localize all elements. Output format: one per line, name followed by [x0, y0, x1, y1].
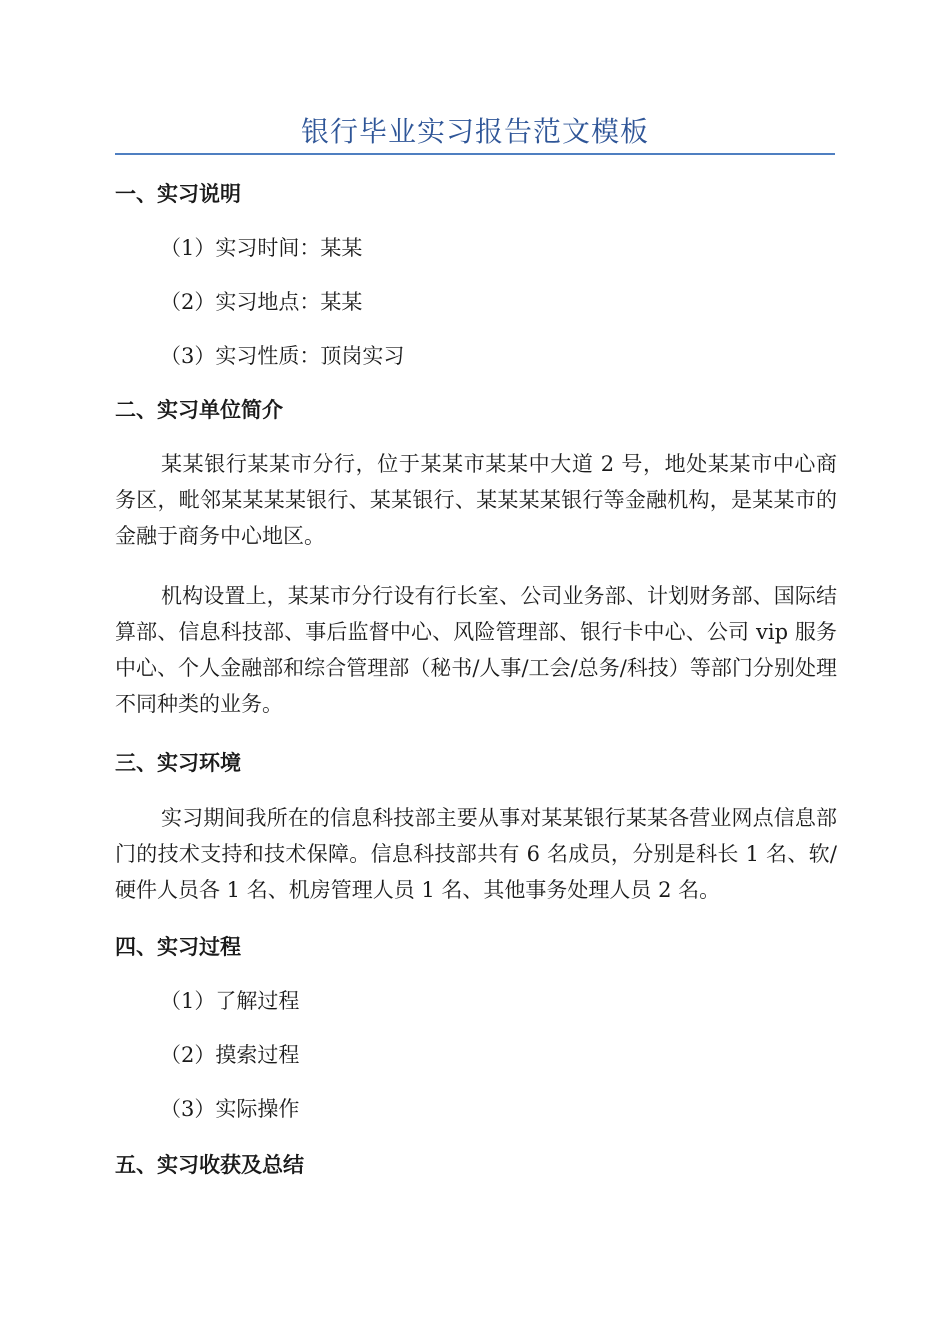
- list-item-internship-time: （1）实习时间：某某: [160, 236, 363, 260]
- paragraph-environment: 实习期间我所在的信息科技部主要从事对某某银行某某各营业网点信息部门的技术支持和技术保障。信息科技部共有 6 名成员，分别是科长 1 名、软/硬件人员各 1 名、机房管理人员 1 名、其他事务处理人员 2 名。: [115, 806, 837, 902]
- list-item-exploring: （2）摸索过程: [160, 1043, 300, 1067]
- list-item-internship-nature: （3）实习性质：顶岗实习: [160, 344, 405, 368]
- section-heading-summary: 五、实习收获及总结: [115, 1153, 304, 1177]
- paragraph-unit-structure: 机构设置上，某某市分行设有行长室、公司业务部、计划财务部、国际结算部、信息科技部、事后监督中心、风险管理部、银行卡中心、公司 vip 服务中心、个人金融部和综合管理部（秘书/人事/工会/总务/科技）等部门分别处理不同种类的业务。: [115, 584, 837, 716]
- title-underline: [115, 153, 835, 155]
- section-heading-environment: 三、实习环境: [115, 751, 241, 775]
- list-item-internship-location: （2）实习地点：某某: [160, 290, 363, 314]
- section-heading-internship-description: 一、实习说明: [115, 182, 241, 206]
- list-item-understanding: （1）了解过程: [160, 989, 300, 1013]
- list-item-practice: （3）实际操作: [160, 1097, 300, 1121]
- section-heading-process: 四、实习过程: [115, 935, 241, 959]
- paragraph-unit-location: 某某银行某某市分行，位于某某市某某中大道 2 号，地处某某市中心商务区，毗邻某某某某银行、某某银行、某某某某银行等金融机构，是某某市的金融于商务中心地区。: [115, 452, 837, 548]
- section-heading-unit-intro: 二、实习单位简介: [115, 398, 283, 422]
- document-title: 银行毕业实习报告范文模板: [300, 115, 649, 148]
